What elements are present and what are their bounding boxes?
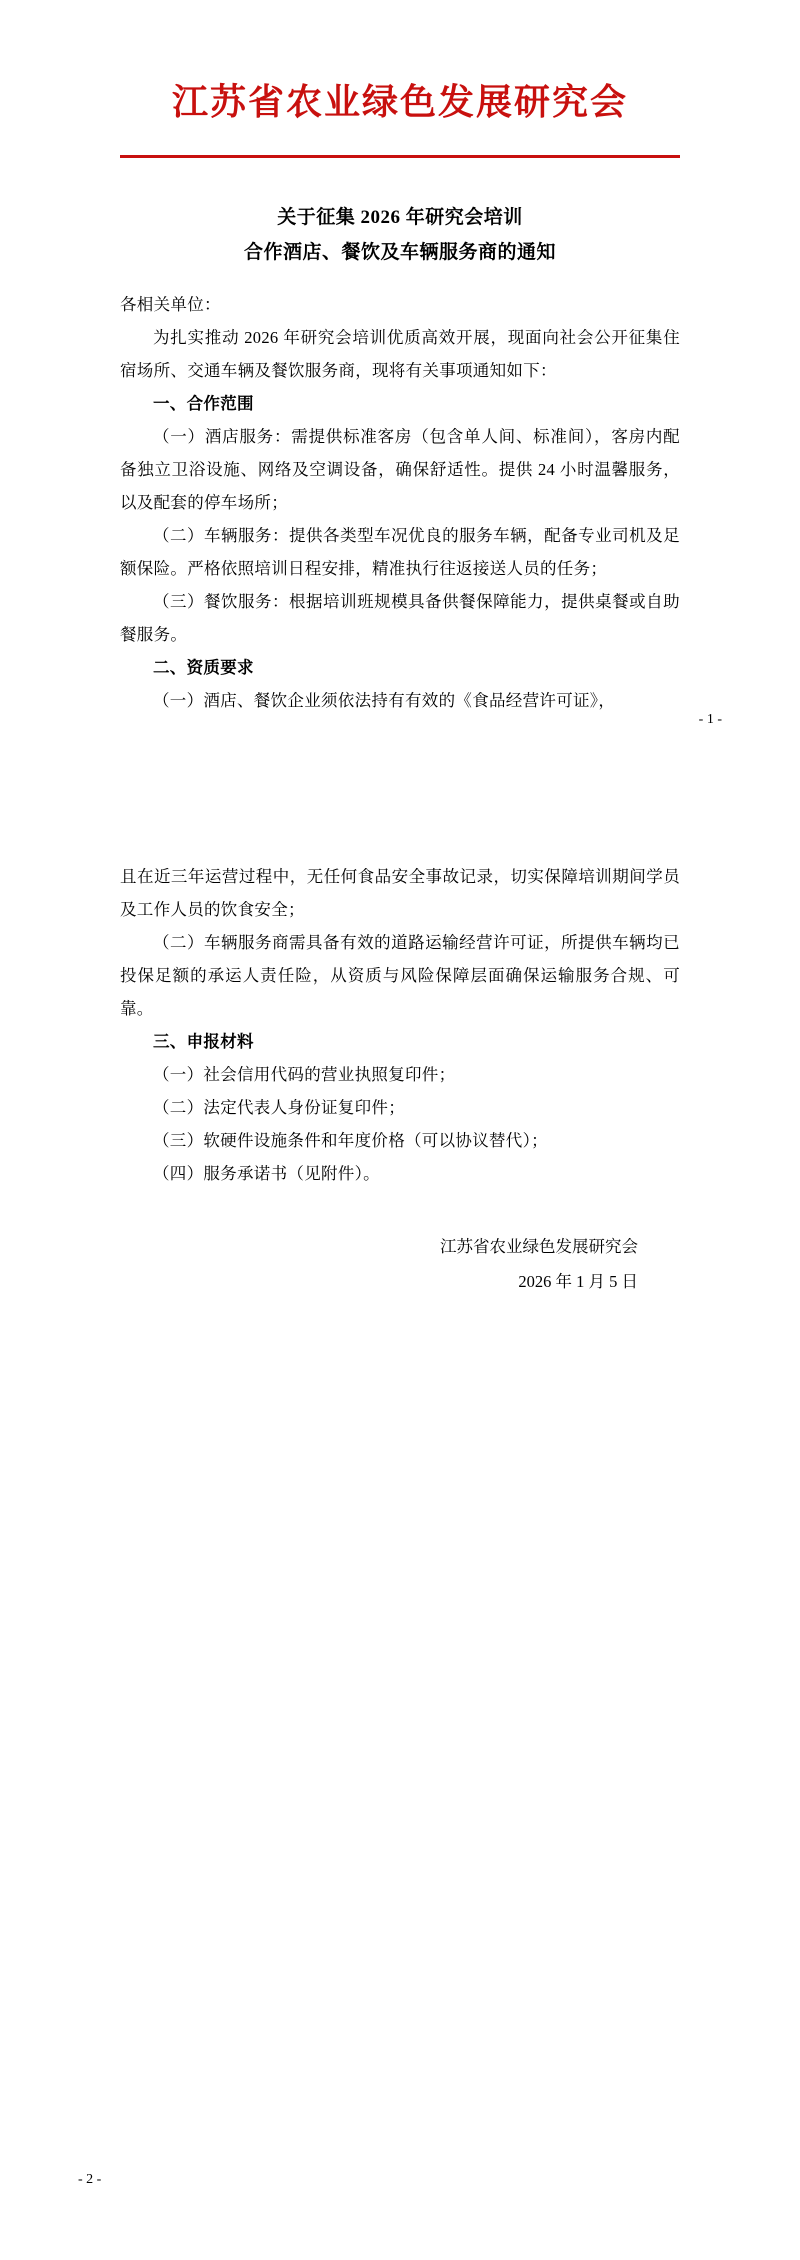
section-1-item-3: （三）餐饮服务：根据培训班规模具备供餐保障能力，提供桌餐或自助餐服务。 <box>120 592 680 645</box>
section-1-heading: 一、合作范围 <box>153 394 254 414</box>
letterhead <box>120 70 680 158</box>
signature-organization: 江苏省农业绿色发展研究会 <box>440 1237 638 1256</box>
section-3-item-2: （二）法定代表人身份证复印件； <box>153 1098 405 1117</box>
page-number-2: - 2 - <box>78 2172 102 2187</box>
page-number-1: - 1 - <box>698 712 722 727</box>
page-2-content <box>0 860 800 1299</box>
section-1-item-2: （二）车辆服务：提供各类型车况优良的服务车辆，配备专业司机及足额保险。严格依照培训日程安排，精准执行往返接送人员的任务； <box>120 526 680 579</box>
section-3-item-4: （四）服务承诺书（见附件）。 <box>153 1164 380 1183</box>
organization-name: 江苏省农业绿色发展研究会 <box>171 82 628 122</box>
page-1-content <box>120 0 680 717</box>
document-title-line-2: 合作酒店、餐饮及车辆服务商的通知 <box>243 242 556 264</box>
document-body-page-1 <box>120 288 680 717</box>
intro-paragraph: 为扎实推动 2026 年研究会培训优质高效开展，现面向社会公开征集住宿场所、交通车辆及餐饮服务商，现将有关事项通知如下： <box>120 328 680 381</box>
signature-date: 2026 年 1 月 5 日 <box>518 1271 638 1291</box>
section-3-item-1: （一）社会信用代码的营业执照复印件； <box>153 1065 456 1084</box>
document-title <box>120 200 680 270</box>
section-1-item-1: （一）酒店服务：需提供标准客房（包含单人间、标准间），客房内配备独立卫浴设施、网络及空调设备，确保舒适性。提供 24 小时温馨服务，以及配套的停车场所； <box>120 427 680 513</box>
section-2-item-1-part-1: （一）酒店、餐饮企业须依法持有有效的《食品经营许可证》， <box>153 691 616 711</box>
document-body-page-2 <box>120 860 680 1190</box>
salutation: 各相关单位： <box>120 295 221 315</box>
section-3-item-3: （三）软硬件设施条件和年度价格（可以协议替代）； <box>153 1131 548 1150</box>
letterhead-divider <box>120 155 680 158</box>
section-2-item-2: （二）车辆服务商需具备有效的道路运输经营许可证，所提供车辆均已投保足额的承运人责任险，从资质与风险保障层面确保运输服务合规、可靠。 <box>120 933 680 1018</box>
document-title-line-1: 关于征集 2026 年研究会培训 <box>277 207 523 228</box>
section-2-heading: 二、资质要求 <box>153 658 254 678</box>
section-2-item-1-part-2: 且在近三年运营过程中，无任何食品安全事故记录，切实保障培训期间学员及工作人员的饮食安全； <box>120 867 680 919</box>
section-3-heading: 三、申报材料 <box>153 1032 254 1051</box>
signature-block <box>120 1230 680 1299</box>
